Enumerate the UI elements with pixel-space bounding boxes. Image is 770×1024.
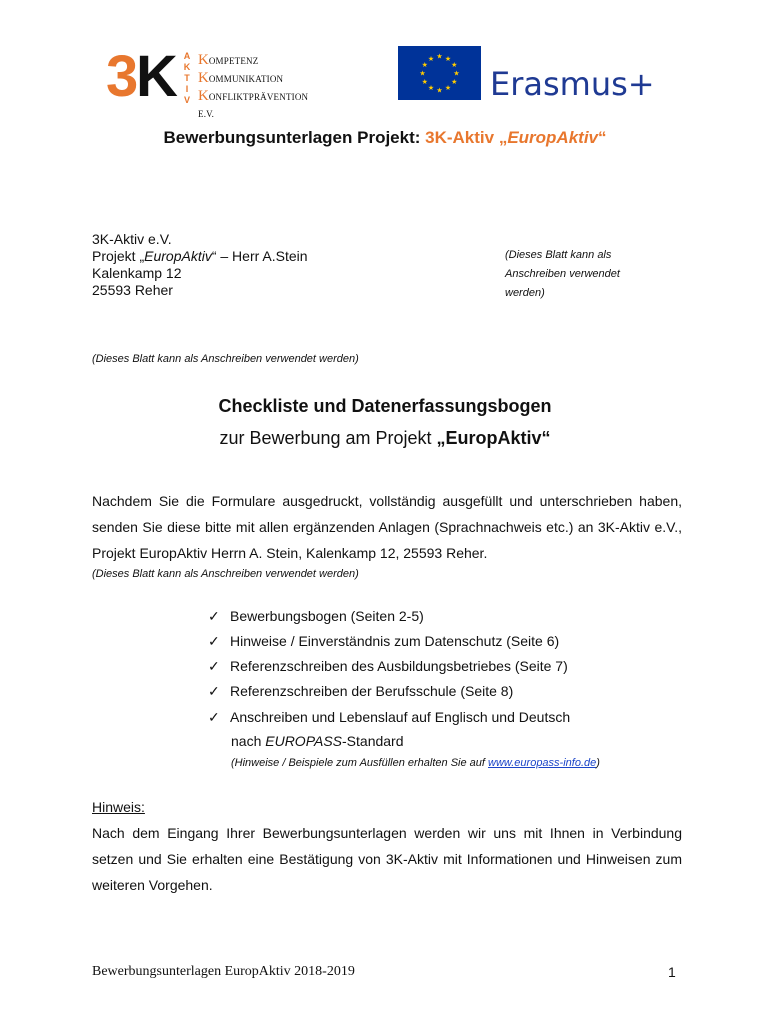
hinweis-paragraph: Nach dem Eingang Ihrer Bewerbungsunterlagen werden wir uns mit Ihnen in Verbindung setzen und Sie erhalten eine Bestätigung von 3K-Aktiv mit Informationen und Hinweisen zum weiteren Vorgehen. xyxy=(92,825,682,893)
footer-text: Bewerbungsunterlagen EuropAktiv 2018-2019 xyxy=(92,964,355,979)
checklist-item: ✓ Hinweise / Einverständnis zum Datenschutz (Seite 6) xyxy=(208,633,560,649)
logo-aktiv-letter: V xyxy=(183,95,190,105)
checklist-item: ✓ Bewerbungsbogen (Seiten 2-5) xyxy=(208,608,424,624)
checklist-item: ✓ Anschreiben und Lebenslauf auf Englisch und Deutsch xyxy=(208,709,571,725)
page-title: Bewerbungsunterlagen Projekt: 3K-Aktiv „EuropAktiv“ xyxy=(163,128,607,147)
logo-line-kompetenz: KOMPETENZ xyxy=(198,52,259,68)
address-line-city: 25593 Reher xyxy=(92,282,173,298)
sheet-note: (Dieses Blatt kann als Anschreiben verwendet werden) xyxy=(92,353,359,365)
eu-star-icon: ★ xyxy=(427,85,435,93)
checklist-title: Checkliste und Datenerfassungsbogen xyxy=(218,396,552,416)
checklist-item: ✓ Referenzschreiben der Berufsschule (Seite 8) xyxy=(208,683,514,699)
eu-star-icon: ★ xyxy=(453,70,460,78)
logo-digit-3: 3 xyxy=(106,44,136,109)
page-number: 1 xyxy=(668,964,676,980)
logo-wordmark xyxy=(198,52,308,123)
eu-star-icon: ★ xyxy=(451,62,458,69)
checkmark-icon: ✓ xyxy=(208,658,220,674)
logo-3k-aktiv xyxy=(106,44,309,119)
eu-star-icon: ★ xyxy=(421,62,428,69)
eu-star-icon: ★ xyxy=(436,87,443,95)
side-note: (Dieses Blatt kann als Anschreiben verwendet werden) xyxy=(505,249,620,299)
intro-paragraph: Nachdem Sie die Formulare ausgedruckt, vollständig ausgefüllt und unterschrieben haben, senden Sie diese bitte mit allen ergänzenden Anlagen (Sprachnachweis etc.) an 3K-Aktiv e.V., Projekt EuropAktiv Herrn A. Stein, Kalenkamp 12, 25593 Reher. xyxy=(92,493,682,561)
eu-star-icon: ★ xyxy=(444,55,452,63)
address-line-street: Kalenkamp 12 xyxy=(92,265,182,281)
hinweis-heading: Hinweis: xyxy=(92,799,145,815)
logo-line-kommunikation: KOMMUNIKATION xyxy=(198,70,284,86)
address-line-org: 3K-Aktiv e.V. xyxy=(92,231,172,247)
europass-link[interactable]: www.europass-info.de xyxy=(488,757,597,769)
logo-aktiv-letter: T xyxy=(184,73,190,83)
address-line-project: Projekt „EuropAktiv“ – Herr A.Stein xyxy=(92,248,308,264)
eu-star-icon: ★ xyxy=(419,70,426,78)
checkmark-icon: ✓ xyxy=(208,608,220,624)
erasmus-logo-text: Erasmus+ xyxy=(490,65,655,103)
eu-star-icon: ★ xyxy=(444,85,452,93)
logo-aktiv-letter: I xyxy=(185,84,189,94)
checkmark-icon: ✓ xyxy=(208,683,220,699)
checklist-subtitle: zur Bewerbung am Projekt „EuropAktiv“ xyxy=(219,428,551,448)
logo-aktiv-letter: A xyxy=(183,51,191,61)
eu-star-icon: ★ xyxy=(436,53,443,61)
checklist-item-continuation: nach EUROPASS-Standard xyxy=(231,733,404,749)
checkmark-icon: ✓ xyxy=(208,633,220,649)
eu-star-icon: ★ xyxy=(421,79,428,86)
logo-aktiv-column xyxy=(182,51,192,106)
eu-star-icon: ★ xyxy=(451,79,458,86)
sheet-note: (Dieses Blatt kann als Anschreiben verwendet werden) xyxy=(92,568,359,580)
logo-line-konfliktpraevention: KONFLIKTPRÄVENTION E.V. xyxy=(198,88,309,119)
logo-aktiv-letter: K xyxy=(183,62,191,72)
checklist-item: ✓ Referenzschreiben des Ausbildungsbetriebes (Seite 7) xyxy=(208,658,568,674)
checkmark-icon: ✓ xyxy=(208,709,220,725)
eu-star-icon: ★ xyxy=(427,55,435,63)
logo-letter-k: K xyxy=(136,44,175,109)
europass-hint: (Hinweise / Beispiele zum Ausfüllen erhalten Sie auf www.europass-info.de) xyxy=(231,757,600,769)
eu-flag-icon xyxy=(398,46,481,100)
